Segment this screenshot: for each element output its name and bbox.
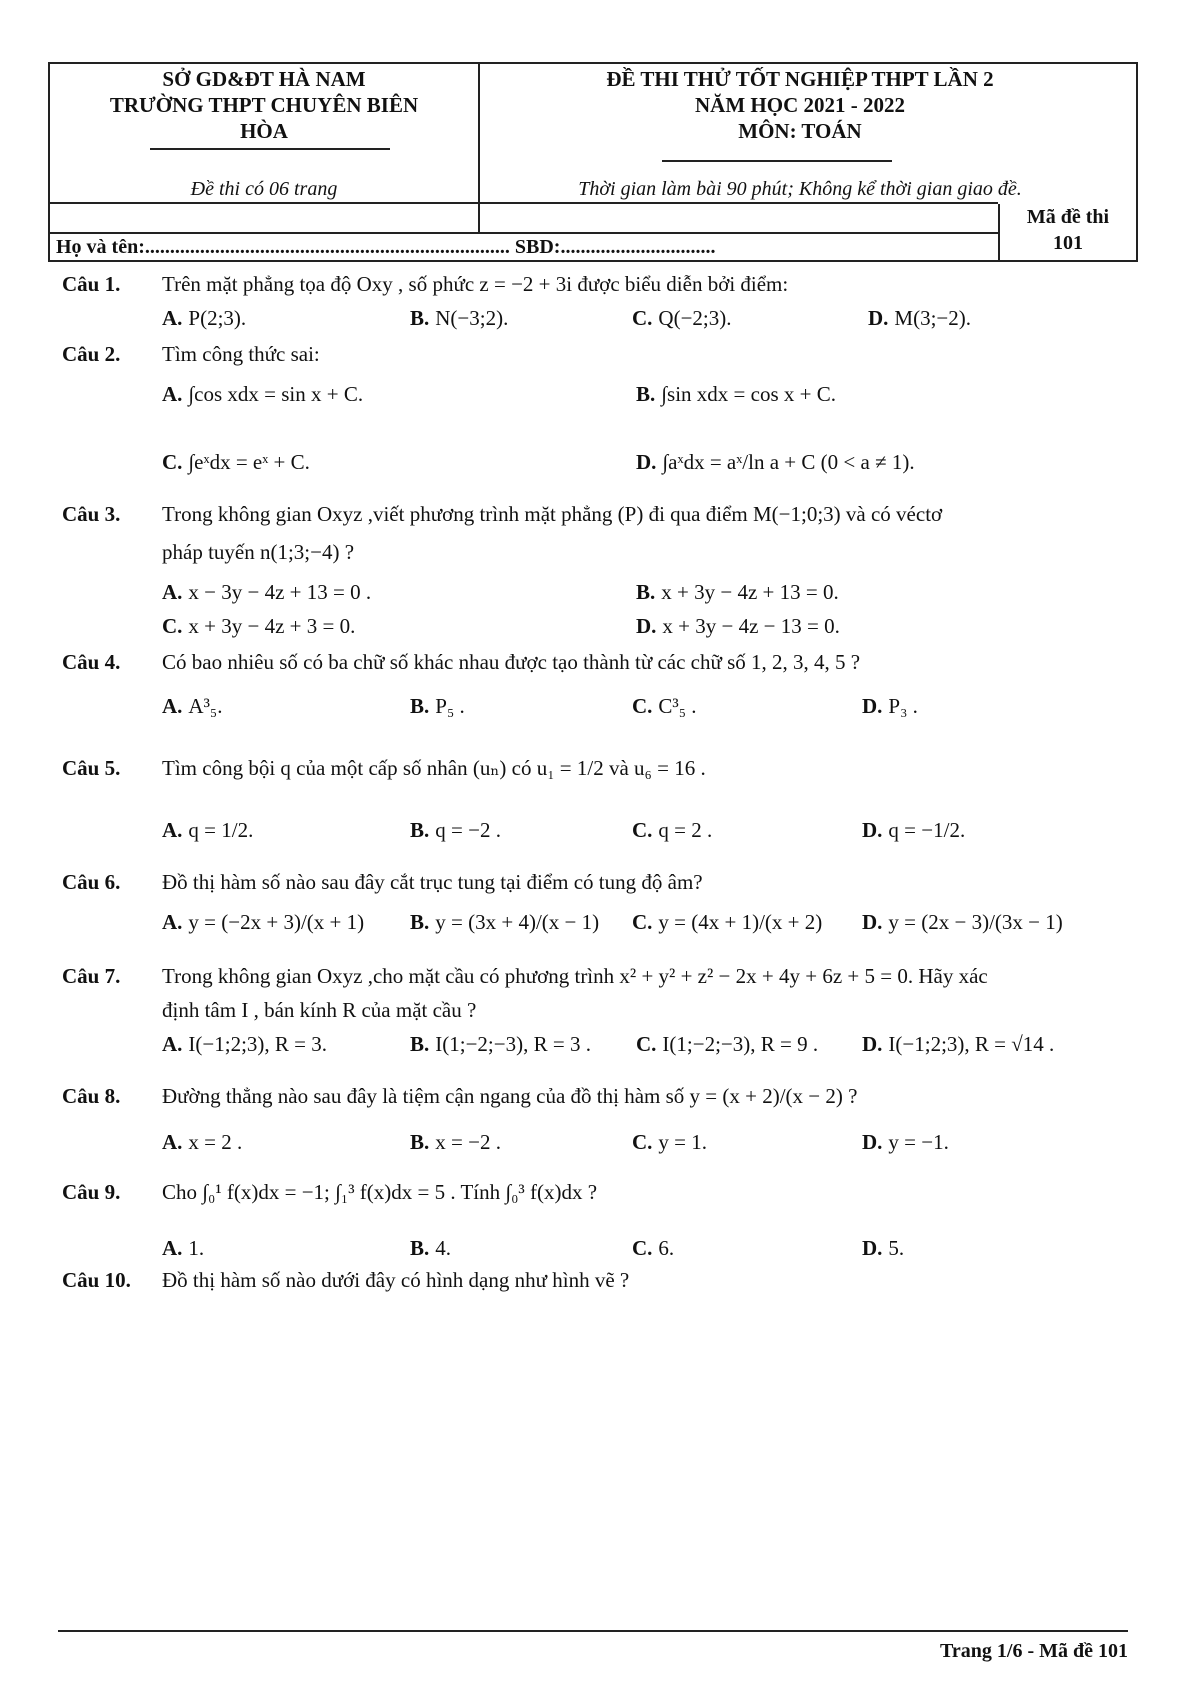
exam-header-table: [48, 62, 1138, 262]
question-number: Câu 5.: [62, 756, 121, 780]
option-label: A.: [162, 306, 183, 330]
question-number: Câu 6.: [62, 870, 121, 894]
option-label: D.: [636, 450, 657, 474]
exam-code-label: Mã đề thi: [1026, 206, 1110, 228]
option-label: C.: [632, 306, 653, 330]
question-number: Câu 1.: [62, 272, 121, 296]
option-a: [162, 910, 364, 935]
option-label: A.: [162, 1236, 183, 1260]
option-text: P(2;3).: [188, 306, 247, 330]
option-text: N(−3;2).: [435, 306, 509, 330]
question-number: Câu 4.: [62, 650, 121, 674]
option-label: D.: [862, 694, 883, 718]
question-number: Câu 10.: [62, 1268, 131, 1292]
option-text: I(1;−2;−3), R = 3 .: [435, 1032, 591, 1056]
option-label: C.: [632, 1130, 653, 1154]
option-b: [410, 818, 501, 843]
question-text: Đồ thị hàm số nào dưới đây có hình dạng như hình vẽ ?: [162, 1268, 630, 1292]
option-text: q = 2 .: [658, 818, 713, 842]
underline: [662, 160, 892, 162]
option-c: [632, 694, 697, 719]
option-label: C.: [162, 450, 183, 474]
exam-code: [1000, 204, 1136, 256]
dept-name: SỞ GD&ĐT HÀ NAM: [162, 67, 366, 91]
option-label: D.: [862, 1236, 883, 1260]
question-text: Đồ thị hàm số nào sau đây cắt trục tung tại điểm có tung độ âm?: [162, 870, 703, 894]
exam-title: ĐỀ THI THỬ TỐT NGHIỆP THPT LẦN 2: [606, 67, 994, 91]
option-label: A.: [162, 910, 183, 934]
question-text: Cho ∫₀¹ f(x)dx = −1; ∫₁³ f(x)dx = 5 . Tính ∫₀³ f(x)dx ?: [162, 1180, 598, 1204]
option-d: [862, 910, 1063, 935]
option-text: I(1;−2;−3), R = 9 .: [662, 1032, 819, 1056]
option-text: x = −2 .: [435, 1130, 501, 1154]
question-text: Đường thẳng nào sau đây là tiệm cận ngang của đồ thị hàm số y = (x + 2)/(x − 2) ?: [162, 1084, 858, 1108]
option-text: x = 2 .: [188, 1130, 243, 1154]
option-label: A.: [162, 382, 183, 406]
option-b: [410, 694, 465, 719]
school-year: NĂM HỌC 2021 - 2022: [695, 93, 905, 117]
school-name-line1: TRƯỜNG THPT CHUYÊN BIÊN: [109, 93, 419, 117]
option-label: C.: [636, 1032, 657, 1056]
option-label: B.: [636, 580, 656, 604]
option-d: [636, 450, 915, 475]
question-number: Câu 9.: [62, 1180, 121, 1204]
subject: MÔN: TOÁN: [738, 119, 862, 143]
question-text: Trong không gian Oxyz ,viết phương trình mặt phẳng (P) đi qua điểm M(−1;0;3) và có véctơ: [162, 502, 943, 526]
question-text: Trên mặt phẳng tọa độ Oxy , số phức z = −2 + 3i được biểu diễn bởi điểm:: [162, 272, 789, 296]
option-c: [632, 1236, 674, 1261]
option-text: q = −1/2.: [888, 818, 966, 842]
option-label: B.: [636, 382, 656, 406]
option-b: [636, 580, 839, 605]
option-label: A.: [162, 694, 183, 718]
option-text: ∫cos xdx = sin x + C.: [188, 382, 364, 406]
option-text: y = 1.: [658, 1130, 708, 1154]
question-text: Tìm công thức sai:: [162, 342, 320, 366]
option-text: A³₅.: [188, 694, 223, 718]
option-c: [162, 450, 310, 475]
school-info: [50, 66, 478, 144]
footer-divider: [58, 1630, 1128, 1632]
option-text: q = −2 .: [435, 818, 501, 842]
question-number: Câu 8.: [62, 1084, 121, 1108]
question-text: pháp tuyến n(1;3;−4) ?: [162, 540, 355, 564]
question-text: định tâm I , bán kính R của mặt cầu ?: [162, 998, 477, 1022]
divider: [50, 232, 998, 234]
option-a: [162, 580, 371, 605]
option-text: C³₅ .: [658, 694, 697, 718]
option-label: A.: [162, 1130, 183, 1154]
option-label: D.: [862, 910, 883, 934]
option-c: [632, 306, 732, 331]
option-text: x + 3y − 4z − 13 = 0.: [662, 614, 840, 638]
option-label: D.: [636, 614, 657, 638]
question-text: Tìm công bội q của một cấp số nhân (uₙ) có u₁ = 1/2 và u₆ = 16 .: [162, 756, 706, 780]
option-label: C.: [162, 614, 183, 638]
option-text: x + 3y − 4z + 3 = 0.: [188, 614, 356, 638]
option-text: ∫eˣdx = eˣ + C.: [188, 450, 310, 474]
option-text: y = (2x − 3)/(3x − 1): [888, 910, 1063, 934]
option-d: [862, 818, 965, 843]
option-a: [162, 818, 253, 843]
option-d: [636, 614, 840, 639]
option-label: B.: [410, 1236, 430, 1260]
option-label: D.: [862, 1032, 883, 1056]
option-text: P₃ .: [888, 694, 918, 718]
option-text: 5.: [888, 1236, 905, 1260]
option-d: [862, 1032, 1054, 1057]
option-a: [162, 1236, 204, 1261]
option-label: D.: [862, 1130, 883, 1154]
page-count: Đề thi có 06 trang: [190, 178, 338, 200]
option-label: C.: [632, 1236, 653, 1260]
option-label: C.: [632, 694, 653, 718]
option-text: I(−1;2;3), R = √14 .: [888, 1032, 1055, 1056]
option-c: [162, 614, 355, 639]
option-label: A.: [162, 1032, 183, 1056]
option-text: Q(−2;3).: [658, 306, 732, 330]
option-label: B.: [410, 1130, 430, 1154]
option-b: [410, 1236, 451, 1261]
option-c: [632, 1130, 707, 1155]
option-text: 4.: [435, 1236, 452, 1260]
option-d: [862, 1130, 949, 1155]
option-label: C.: [632, 818, 653, 842]
candidate-name-line: Họ và tên:......................................................................... SBD:...............................: [56, 236, 716, 258]
divider: [50, 202, 998, 204]
option-b: [410, 306, 508, 331]
option-d: [868, 306, 971, 331]
option-text: x − 3y − 4z + 13 = 0 .: [188, 580, 372, 604]
option-b: [410, 910, 599, 935]
question-text: Có bao nhiêu số có ba chữ số khác nhau được tạo thành từ các chữ số 1, 2, 3, 4, 5 ?: [162, 650, 861, 674]
option-a: [162, 694, 222, 719]
option-label: B.: [410, 1032, 430, 1056]
option-label: B.: [410, 306, 430, 330]
option-a: [162, 1032, 327, 1057]
option-c: [632, 818, 712, 843]
option-text: y = −1.: [888, 1130, 949, 1154]
option-text: q = 1/2.: [188, 818, 254, 842]
option-label: D.: [868, 306, 889, 330]
option-text: y = (4x + 1)/(x + 2): [658, 910, 823, 934]
option-a: [162, 382, 363, 407]
option-text: P₅ .: [435, 694, 465, 718]
question-number: Câu 2.: [62, 342, 121, 366]
option-text: ∫sin xdx = cos x + C.: [661, 382, 836, 406]
option-c: [636, 1032, 818, 1057]
option-a: [162, 1130, 242, 1155]
option-d: [862, 1236, 904, 1261]
option-text: I(−1;2;3), R = 3.: [188, 1032, 328, 1056]
school-name-line2: HÒA: [240, 119, 288, 143]
option-c: [632, 910, 822, 935]
question-number: Câu 7.: [62, 964, 121, 988]
option-a: [162, 306, 246, 331]
option-text: y = (3x + 4)/(x − 1): [435, 910, 600, 934]
option-b: [410, 1130, 501, 1155]
question-number: Câu 3.: [62, 502, 121, 526]
option-label: B.: [410, 910, 430, 934]
option-b: [636, 382, 836, 407]
underline: [150, 148, 390, 150]
option-text: 6.: [658, 1236, 675, 1260]
option-text: 1.: [188, 1236, 205, 1260]
option-text: y = (−2x + 3)/(x + 1): [188, 910, 365, 934]
option-d: [862, 694, 918, 719]
option-text: ∫aˣdx = aˣ/ln a + C (0 < a ≠ 1).: [662, 450, 915, 474]
option-label: A.: [162, 580, 183, 604]
option-text: x + 3y − 4z + 13 = 0.: [661, 580, 839, 604]
option-label: C.: [632, 910, 653, 934]
page-footer: Trang 1/6 - Mã đề 101: [940, 1640, 1128, 1662]
option-text: M(3;−2).: [894, 306, 972, 330]
exam-info: [480, 66, 1120, 144]
question-text: Trong không gian Oxyz ,cho mặt cầu có phương trình x² + y² + z² − 2x + 4y + 6z + 5 = 0. Hãy xác: [162, 964, 988, 988]
option-b: [410, 1032, 591, 1057]
option-label: B.: [410, 818, 430, 842]
time-limit: Thời gian làm bài 90 phút; Không kể thời gian giao đề.: [578, 178, 1022, 200]
option-label: D.: [862, 818, 883, 842]
option-label: B.: [410, 694, 430, 718]
option-label: A.: [162, 818, 183, 842]
exam-code-value: 101: [1053, 232, 1083, 254]
